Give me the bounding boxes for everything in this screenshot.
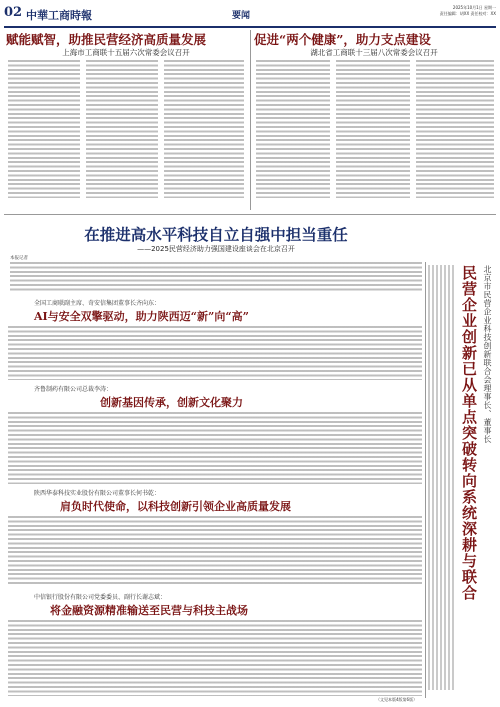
main-subhead: ——2025民营经济助力强国建设座谈会在北京召开 xyxy=(137,245,295,253)
body-text-top-left-col3 xyxy=(164,60,244,198)
section-4-title: 将金融资源精准输送至民营与科技主战场 xyxy=(50,604,248,617)
section-4-label: 中信银行股份有限公司党委委员、副行长谢志斌： xyxy=(34,594,167,601)
section-1-title: AI与安全双擎驱动，助力陕西迈“新”向“高” xyxy=(34,310,249,323)
divider-vertical-top xyxy=(250,30,251,210)
body-text-top-left-col1 xyxy=(8,60,80,198)
section-2-title: 创新基因传承，创新文化聚力 xyxy=(100,396,243,409)
section-3-label: 陕西华泰科技实业股份有限公司董事长何书乾： xyxy=(34,490,161,497)
section-1-text xyxy=(8,326,422,380)
divider-horizontal-top xyxy=(4,214,496,215)
issue-info xyxy=(440,5,496,17)
sidebar-title: 民营企业创新已从单点突破转向系统深耕与联合 xyxy=(460,265,478,601)
sidebar-body-text xyxy=(428,265,456,690)
newspaper-name: 中華工商時報 xyxy=(26,9,92,22)
headline-top-left: 赋能赋智，助推民营经济高质量发展 xyxy=(6,32,207,47)
subhead-top-right: 湖北省工商联十三届八次常委会议召开 xyxy=(310,48,438,57)
sidebar-subtitle: 北京市民营企业科技创新联合会理事长、董事长 xyxy=(483,265,492,444)
sidebar-footnote: （文见本版4版第6版） xyxy=(376,697,418,702)
section-1-label: 全国工商联副主席、奇安信集团董事长齐向东： xyxy=(34,300,161,307)
section-3-text xyxy=(8,516,422,584)
section-4-text xyxy=(8,620,422,696)
headline-top-right: 促进“两个健康”，助力支点建设 xyxy=(254,32,431,47)
section-3-title: 肩负时代使命，以科技创新引领企业高质量发展 xyxy=(60,500,291,513)
sidebar-article xyxy=(428,265,496,695)
main-headline: 在推进高水平科技自立自强中担当重任 xyxy=(84,225,348,244)
body-text-top-right-col1 xyxy=(256,60,330,198)
issue-editors: 责任编辑：胡XX 责任校对：XX xyxy=(439,11,496,16)
section-2-text xyxy=(8,412,422,484)
body-text-top-left-col2 xyxy=(86,60,158,198)
page-number: 02 xyxy=(4,5,23,20)
body-text-top-right-col3 xyxy=(416,60,494,198)
subhead-top-left: 上海市工商联十五届六次常委会议召开 xyxy=(62,48,190,57)
main-byline: 本报记者 xyxy=(10,256,28,261)
section-name: 要闻 xyxy=(232,11,251,21)
masthead xyxy=(4,4,496,28)
divider-vertical-sidebar xyxy=(425,262,426,698)
main-intro-text xyxy=(10,262,422,292)
body-text-top-right-col2 xyxy=(336,60,410,198)
issue-date: 2025年10月1日 星期一 xyxy=(452,5,496,10)
section-2-label: 齐鲁制药有限公司总裁李涛： xyxy=(34,386,113,393)
